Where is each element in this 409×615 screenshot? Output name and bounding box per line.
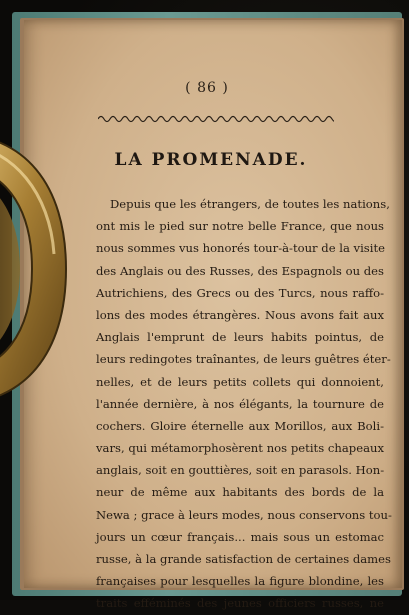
text-line: leurs redingotes traînantes, de leurs guêtres éter- [96,352,391,367]
book-page [24,20,402,611]
text-line: ont mis le pied sur notre belle France, que nous [96,219,384,234]
text-line: lons des modes étrangères. Nous avons fait aux [96,307,384,322]
text-line: nelles, et de leurs petits collets qui donnoient, [96,374,384,389]
text-line: Anglais l'emprunt de leurs habits pointus, de [96,330,384,345]
text-line: nous sommes vus honorés tour-à-tour de la visite [96,241,385,256]
text-line: traits efféminés des jeunes officiers russes, ne [96,596,384,611]
text-line: russe, à la grande satisfaction de certaines dames [96,552,391,566]
text-line: anglais, soit en gouttières, soit en parasols. Hon- [96,463,385,478]
text-line: françaises pour lesquelles la figure blondine, les [96,574,384,589]
brass-page-clip [0,134,74,404]
text-line: Depuis que les étrangers, de toutes les nations, [110,197,390,211]
chapter-title: LA PROMENADE. [114,150,308,170]
text-line: Autrichiens, des Grecs ou des Turcs, nous raffo- [96,285,384,300]
text-line: des Anglais ou des Russes, des Espagnols ou des [96,263,384,278]
text-line: neur de même aux habitants des bords de la [96,485,384,500]
text-line: cochers. Gloire éternelle aux Morillos, aux Boli- [96,418,384,433]
body-text [96,193,392,615]
text-line: l'année dernière, à nos élégants, la tournure de [96,396,384,411]
text-line: Newa ; grace à leurs modes, nous conservons tou- [96,507,392,522]
page-number: ( 86 ) [185,80,229,96]
decorative-rule [98,114,334,124]
text-line: vars, qui métamorphosèrent nos petits chapeaux [96,441,384,456]
text-line: jours un cœur français... mais sous un estomac [96,529,384,544]
